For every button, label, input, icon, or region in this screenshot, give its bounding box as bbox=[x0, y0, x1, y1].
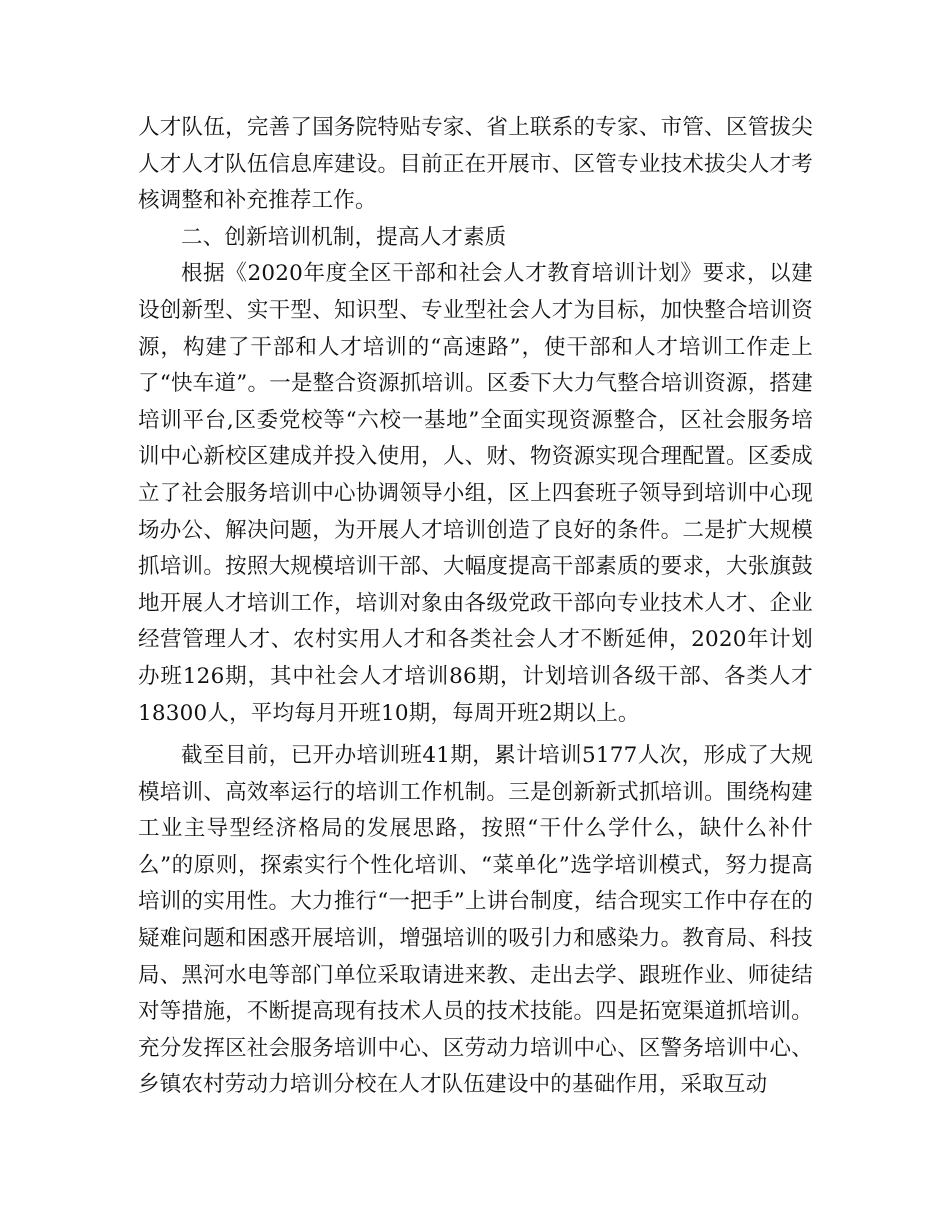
section-heading: 二、创新培训机制，提高人才素质 bbox=[181, 224, 507, 250]
paragraph-continuation: 人才队伍，完善了国务院特贴专家、省上联系的专家、市管、区管拔尖人才人才队伍信息库建设。目前正在开展市、区管专业技术拔尖人才考核调整和补充推荐工作。 bbox=[138, 115, 813, 214]
document-page bbox=[138, 110, 813, 1104]
paragraph-training-plan: 根据《2020年度全区干部和社会人才教育培训计划》要求，以建设创新型、实干型、知识型、专业型社会人才为目标，加快整合培训资源，构建了干部和人才培训的“高速路”，使干部和人才培训工作走上了“快车道”。一是整合资源抓培训。区委下大力气整合培训资源，搭建培训平台,区委党校等“六校一基地”全面实现资源整合，区社会服务培训中心新校区建成并投入使用，人、财、物资源实现合理配置。区委成立了社会服务培训中心协调领导小组，区上四套班子领导到培训中心现场办公、解决问题，为开展人才培训创造了良好的条件。二是扩大规模抓培训。按照大规模培训干部、大幅度提高干部素质的要求，大张旗鼓地开展人才培训工作，培训对象由各级党政干部向专业技术人才、企业经营管理人才、农村实用人才和各类社会人才不断延伸，2020年计划办班126期，其中社会人才培训86期，计划培训各级干部、各类人才18300人，平均每月开班10期，每周开班2期以上。 bbox=[138, 261, 813, 726]
paragraph-training-progress: 截至目前，已开办培训班41期，累计培训5177人次，形成了大规模培训、高效率运行的培训工作机制。三是创新新式抓培训。围绕构建工业主导型经济格局的发展思路，按照“干什么学什么，缺什么补什么”的原则，探索实行个性化培训、“菜单化”选学培训模式，努力提高培训的实用性。大力推行“一把手”上讲台制度，结合现实工作中存在的疑难问题和困惑开展培训，增强培训的吸引力和感染力。教育局、科技局、黑河水电等部门单位采取请进来教、走出去学、跟班作业、师徒结对等措施，不断提高现有技术人员的技术技能。四是拓宽渠道抓培训。充分发挥区社会服务培训中心、区劳动力培训中心、区警务培训中心、乡镇农村劳动力培训分校在人才队伍建设中的基础作用，采取互动 bbox=[138, 743, 813, 1098]
